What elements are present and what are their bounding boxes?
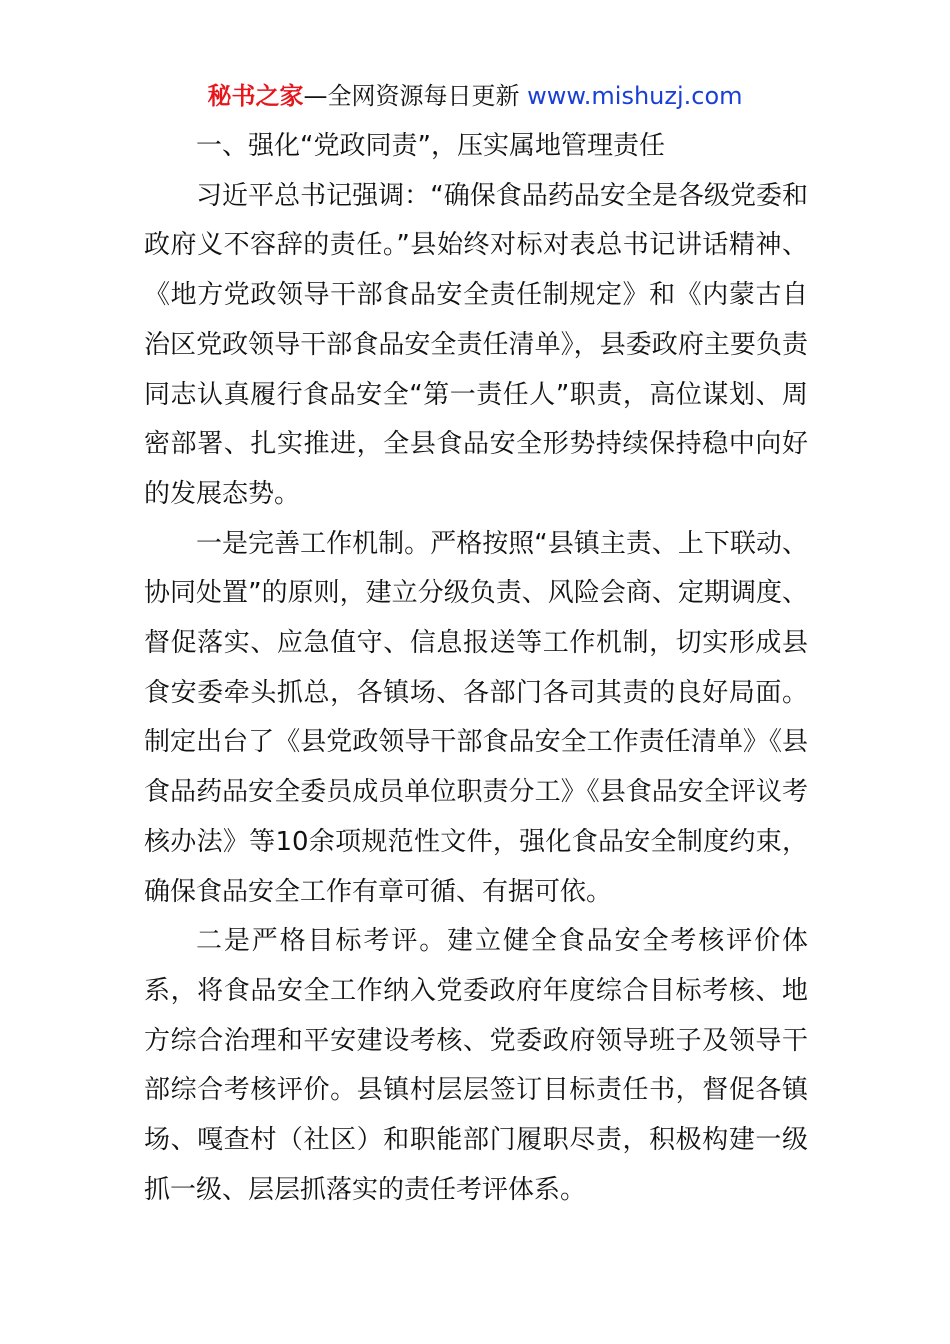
- paragraph-mechanism: 一是完善工作机制。严格按照“县镇主责、上下联动、协同处置”的原则，建立分级负责、风险会商、定期调度、督促落实、应急值守、信息报送等工作机制，切实形成县食安委牵头抓总，各镇场、各部门各司其责的良好局面。制定出台了《县党政领导干部食品安全工作责任清单》《县食品药品安全委员成员单位职责分工》《县食品安全评议考核办法》等10余项规范性文件，强化食品安全制度约束，确保食品安全工作有章可循、有据可依。: [144, 528, 808, 907]
- header-url-link[interactable]: www.mishuzj.com: [527, 82, 743, 110]
- section-heading: 一、强化“党政同责”，压实属地管理责任: [196, 131, 665, 161]
- document-body: [144, 122, 808, 1215]
- paragraph-assessment: 二是严格目标考评。建立健全食品安全考核评价体系，将食品安全工作纳入党委政府年度综合目标考核、地方综合治理和平安建设考核、党委政府领导班子及领导干部综合考核评价。县镇村层层签订目标责任书，督促各镇场、嘎查村（社区）和职能部门履职尽责，积极构建一级抓一级、层层抓落实的责任考评体系。: [144, 926, 808, 1205]
- header-slogan: —全网资源每日更新: [303, 82, 528, 110]
- page-header: [0, 80, 950, 112]
- paragraph-intro: 习近平总书记强调：“确保食品药品安全是各级党委和政府义不容辞的责任。”县始终对标对表总书记讲话精神、《地方党政领导干部食品安全责任制规定》和《内蒙古自治区党政领导干部食品安全责任清单》，县委政府主要负责同志认真履行食品安全“第一责任人”职责，高位谋划、周密部署、扎实推进，全县食品安全形势持续保持稳中向好的发展态势。: [144, 180, 808, 509]
- brand-name: 秘书之家: [207, 82, 304, 110]
